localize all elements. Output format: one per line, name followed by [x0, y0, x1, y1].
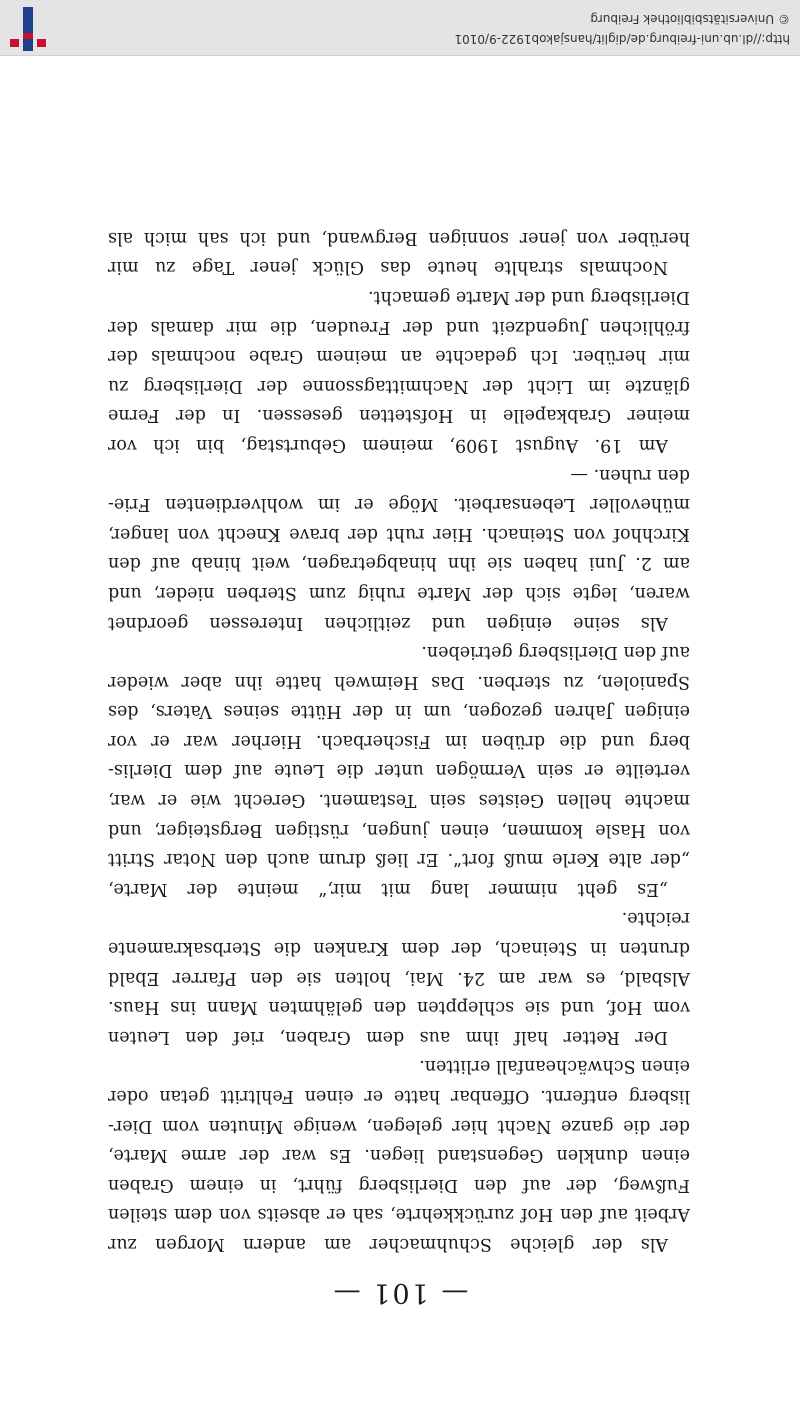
text-line: mühevoller Lebensarbeit. Möge er im wohlverdienten Frie- — [108, 494, 690, 515]
text-line: berg und die drüben im Fischerbach. Hierher war er vor — [108, 730, 690, 751]
footer-bar — [0, 0, 800, 56]
text-line: der die ganze Nacht hier gelegen, wenige Minuten vom Dier- — [108, 1115, 690, 1136]
text-line: Arbeit auf den Hof zurückkehrte, sah er abseits von dem steilen — [108, 1204, 690, 1225]
text-line: „Es geht nimmer lang mit mir,“ meinte der Marte, — [108, 878, 668, 899]
library-logo-icon — [8, 7, 48, 51]
scanned-page — [0, 56, 800, 1408]
text-line: vom Hof, und sie schleppten den gelähmten Mann ins Haus. — [108, 997, 690, 1018]
text-line: am 2. Juni haben sie ihn hinabgetragen, weit hinab auf den — [108, 553, 690, 574]
source-url[interactable]: http://dl.ub.uni-freiburg.de/diglit/hansjakob1922-9/0101 — [454, 32, 790, 46]
text-line: Alsbald, es war am 24. Mai, holten sie den Pfarrer Ebald — [108, 967, 690, 988]
page-number: — 101 — — [331, 1277, 469, 1308]
text-line: Kirchhof von Steinach. Hier ruht der brave Knecht von langer, — [108, 523, 690, 544]
text-line: Der Retter half ihm aus dem Graben, rief den Leuten — [108, 1026, 668, 1047]
text-line: einen Schwächeanfall erlitten. — [419, 1056, 690, 1077]
text-line: Als seine einigen und zeitlichen Interessen geordnet — [108, 612, 668, 633]
text-line: lisberg entfernt. Offenbar hatte er einen Fehltritt getan oder — [108, 1086, 690, 1107]
copyright-notice: © Universitätsbibliothek Freiburg — [590, 12, 790, 26]
text-line: machte hellen Geistes sein Testament. Gerecht wie er war, — [108, 790, 690, 811]
text-line: Spaniolen, zu sterben. Das Heimweh hatte ihn aber wieder — [108, 671, 690, 692]
text-line: glänzte im Licht der Nachmittagssonne der Dierlisberg zu — [108, 375, 690, 396]
text-line: fröhlichen Jugendzeit und der Freuden, die mir damals der — [108, 316, 690, 337]
text-line: einigen Jahren gezogen, um in der Hütte seines Vaters, des — [108, 701, 690, 722]
text-line: Fußweg, der auf den Dierlisberg führt, in einem Graben — [108, 1174, 690, 1195]
text-line: mir herüber. Ich gedachte an meinem Grabe nochmals der — [108, 346, 690, 367]
text-line: herüber von jener sonnigen Bergwand, und ich sah mich als — [108, 227, 690, 248]
text-line: Dierlisberg und der Marte gemacht. — [368, 287, 690, 307]
text-line: „der alte Kerle muß fort“. Er ließ drum auch den Notar Stritt — [108, 849, 690, 870]
text-line: drunten in Steinach, der dem Kranken die Sterbsakramente — [108, 938, 690, 959]
page-text — [108, 222, 690, 1258]
text-line: waren, legte sich der Marte ruhig zum Sterben nieder, und — [108, 582, 690, 603]
text-line: reichte. — [621, 908, 690, 929]
footer-text — [454, 9, 790, 49]
text-line: einen dunklen Gegenstand liegen. Es war der arme Marte, — [108, 1145, 690, 1166]
text-line: den ruhen. — — [570, 464, 690, 485]
text-line: verteilte er sein Vermögen unter die Leute auf dem Dierlis- — [108, 760, 690, 781]
text-line: Als der gleiche Schuhmacher am andern Morgen zur — [108, 1234, 668, 1254]
text-line: auf den Dierlisberg getrieben. — [421, 642, 690, 663]
text-line: von Hasle kommen, einen jungen, rüstigen Bergsteiger, und — [108, 819, 690, 840]
text-line: meiner Grabkapelle in Hofstetten gesessen. In der Ferne — [108, 405, 690, 426]
text-line: Nochmals strahlte heute das Glück jener Tage zu mir — [108, 257, 668, 278]
text-line: Am 19. August 1909, meinem Geburtstag, bin ich vor — [108, 434, 668, 455]
